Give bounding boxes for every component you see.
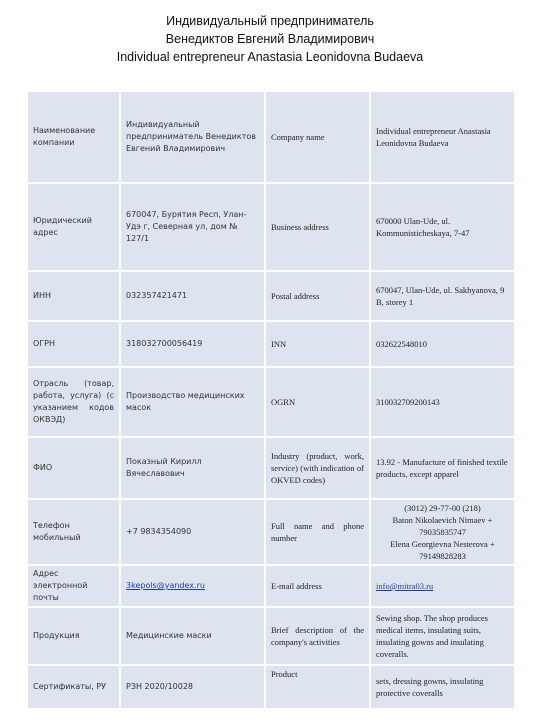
contact-phone-line: (3012) 29-77-00 (218) [404,503,481,513]
en-email-link[interactable]: info@mitra03.ru [376,581,434,591]
table-row [27,499,515,565]
en-label-full-name-phone: Full name and phone number [265,499,370,565]
ru-label-legal-address: Юридический адрес [27,183,120,271]
ru-label-ogrn: ОГРН [27,321,120,367]
en-value-activities: Sewing shop. The shop produces medical items, insulating suits, insulating gowns and insulating coveralls. [370,607,515,665]
ru-label-certificates: Сертификаты, РУ [27,665,120,709]
en-value-email [370,565,515,607]
company-details-table [26,90,516,710]
ru-value-company-name: Индивидуальный предприниматель Венедиктов Евгений Владимирович [120,91,265,183]
en-label-product: Product [265,665,370,709]
table-row [27,321,515,367]
en-value-business-address: 670000 Ulan-Ude, ul. Kommunisticheskaya, 7-47 [370,183,515,271]
en-value-product: sets, dressing gowns, insulating protective coveralls [370,665,515,709]
contact-person-line: Elena Georgievna Nesterova + 79149828283 [390,539,495,561]
ru-value-legal-address: 670047, Бурятия Респ, Улан-Удэ г, Северная ул, дом № 127/1 [120,183,265,271]
en-label-company-name: Company name [265,91,370,183]
table-row [27,665,515,709]
en-label-business-address: Business address [265,183,370,271]
en-value-ogrn: 310032709200143 [370,367,515,437]
ru-value-products: Медицинские маски [120,607,265,665]
ru-value-full-name: Показный Кирилл Вячеславович [120,437,265,499]
ru-label-products: Продукция [27,607,120,665]
header-name-ru: Венедиктов Евгений Владимирович [165,32,375,46]
en-label-email: E-mail address [265,565,370,607]
en-value-inn: 032622548010 [370,321,515,367]
table-row [27,91,515,183]
ru-value-ogrn: 318032700056419 [120,321,265,367]
ru-value-email [120,565,265,607]
table-row [27,271,515,321]
header-name-en: Individual entrepreneur Anastasia Leonidovna Budaeva [116,50,424,64]
ru-email-link[interactable]: 3kepols@yandex.ru [126,581,205,590]
table-row [27,183,515,271]
en-label-inn: INN [265,321,370,367]
ru-label-company-name: Наименование компании [27,91,120,183]
en-value-full-name-phone [370,499,515,565]
ru-label-email: Адрес электронной почты [27,565,120,607]
en-value-postal-address: 670047, Ulan-Ude, ul. Sakhyanova, 9 B, storey 1 [370,271,515,321]
en-label-ogrn: OGRN [265,367,370,437]
en-label-postal-address: Postal address [265,271,370,321]
ru-label-industry: Отрасль (товар, работа, услуга) (с указанием кодов ОКВЭД) [27,367,120,437]
table-row [27,367,515,437]
table-row [27,607,515,665]
ru-value-mobile-phone: +7 9834354090 [120,499,265,565]
en-label-activities: Brief description of the company's activities [265,607,370,665]
contact-person-line: Baton Nikolaevich Nimaev + 79035835747 [392,515,493,537]
ru-label-inn: ИНН [27,271,120,321]
ru-label-full-name: ФИО [27,437,120,499]
en-label-industry: Industry (product, work, service) (with indication of OKVED codes) [265,437,370,499]
ru-value-inn: 032357421471 [120,271,265,321]
header-title-ru: Индивидуальный предприниматель [166,14,374,28]
ru-value-certificates: РЗН 2020/10028 [120,665,265,709]
document-header [0,12,540,66]
en-value-company-name: Individual entrepreneur Anastasia Leonidovna Budaeva [370,91,515,183]
en-value-industry: 13.92 - Manufacture of finished textile products, except apparel [370,437,515,499]
table-row [27,565,515,607]
table-row [27,437,515,499]
ru-label-mobile-phone: Телефон мобильный [27,499,120,565]
ru-value-industry: Производство медицинских масок [120,367,265,437]
